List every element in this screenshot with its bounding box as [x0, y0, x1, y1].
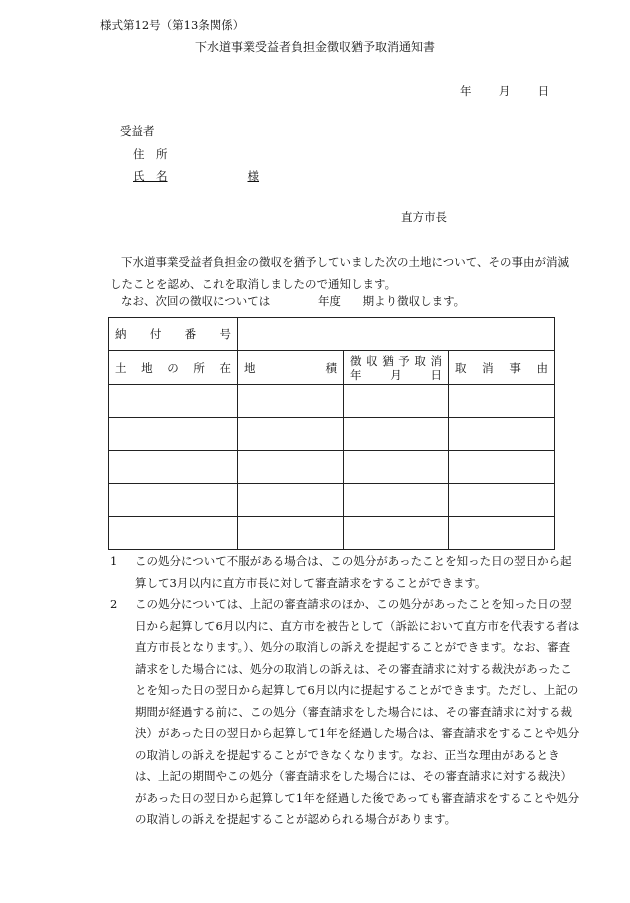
payment-number-row — [109, 318, 555, 351]
next-collection-year: 年度 — [317, 294, 341, 308]
name-line — [133, 168, 259, 184]
header-row — [109, 351, 555, 385]
land-table — [108, 317, 555, 550]
notes-section — [110, 551, 580, 831]
form-number: 様式第12号（第13条関係） — [100, 18, 245, 32]
table-row — [109, 451, 555, 484]
notice-paragraph: 下水道事業受益者負担金の徴収を猶予していました次の土地について、その事由が消滅したことを認め、これを取消しましたので通知します。 — [110, 255, 570, 291]
cell — [238, 517, 344, 550]
issue-date — [460, 83, 549, 99]
cell — [344, 418, 449, 451]
next-collection-paragraph — [110, 293, 465, 309]
date-year: 年 — [460, 84, 472, 98]
header-reason: 取 消 事 由 — [449, 351, 555, 385]
recipient-label: 受益者 — [120, 124, 155, 138]
note-text: この処分については、上記の審査請求のほか、この処分があったことを知った日の翌日から起算して6月以内に、直方市を被告として（訴訟において直方市を代表する者は直方市長となります。）、処分の取消しの訴えを提起することができます。なお、審査請求をした場合には、処分の取消しの訴えは、その審査請求に対する裁決があったことを知った日の翌日から起算して6月以内に提起することができます。ただし、上記の期間が経過する前に、この処分（審査請求をした場合には、その審査請求に対する裁決）があった日の翌日から起算して1年を経過した場合は、審査請求をすることや処分の取消しの訴えを提起することができなくなります。なお、正当な理由があるときは、上記の期間やこの処分（審査請求をした場合には、その審査請求に対する裁決）があった日の翌日から起算して1年を経過した後であっても審査請求をすることや処分の取消しの訴えを提起することが認められる場合があります。 — [135, 597, 580, 826]
table-row — [109, 385, 555, 418]
header-cancel-date: 徴 収 猶 予 取 消 年 月 日 — [344, 351, 449, 385]
cell — [109, 385, 238, 418]
cell — [344, 385, 449, 418]
cell — [449, 418, 555, 451]
cell — [109, 451, 238, 484]
address-label: 住 所 — [133, 147, 168, 161]
document-title: 下水道事業受益者負担金徴収猶予取消通知書 — [194, 40, 435, 54]
header-location: 土 地 の 所 在 — [109, 351, 238, 385]
payment-number-value — [238, 318, 555, 351]
next-collection-prefix: なお、次回の徴収については — [121, 294, 271, 308]
note-number: 2 — [110, 597, 118, 611]
table-row — [109, 517, 555, 550]
header-area: 地 積 — [238, 351, 344, 385]
cell — [109, 484, 238, 517]
cell — [449, 517, 555, 550]
payment-number-label: 納 付 番 号 — [109, 318, 238, 351]
note-number: 1 — [110, 554, 118, 568]
note-item — [110, 551, 580, 594]
honorific: 様 — [247, 169, 259, 183]
date-day: 日 — [537, 84, 550, 98]
table-row — [109, 418, 555, 451]
issuer-name: 直方市長 — [401, 210, 447, 224]
note-text: この処分について不服がある場合は、この処分があったことを知った日の翌日から起算して3月以内に直方市長に対して審査請求をすることができます。 — [135, 554, 572, 590]
cell — [449, 385, 555, 418]
cell — [109, 418, 238, 451]
cell — [238, 451, 344, 484]
next-collection-suffix: 期より徴収します。 — [362, 294, 466, 308]
cell — [238, 385, 344, 418]
cell — [238, 484, 344, 517]
cell — [238, 418, 344, 451]
name-label: 氏 名 様 — [133, 169, 259, 183]
cell — [449, 484, 555, 517]
note-item — [110, 594, 580, 831]
cell — [344, 517, 449, 550]
date-month: 月 — [498, 84, 511, 98]
cell — [449, 451, 555, 484]
cell — [109, 517, 238, 550]
table-row — [109, 484, 555, 517]
cell — [344, 451, 449, 484]
cell — [344, 484, 449, 517]
